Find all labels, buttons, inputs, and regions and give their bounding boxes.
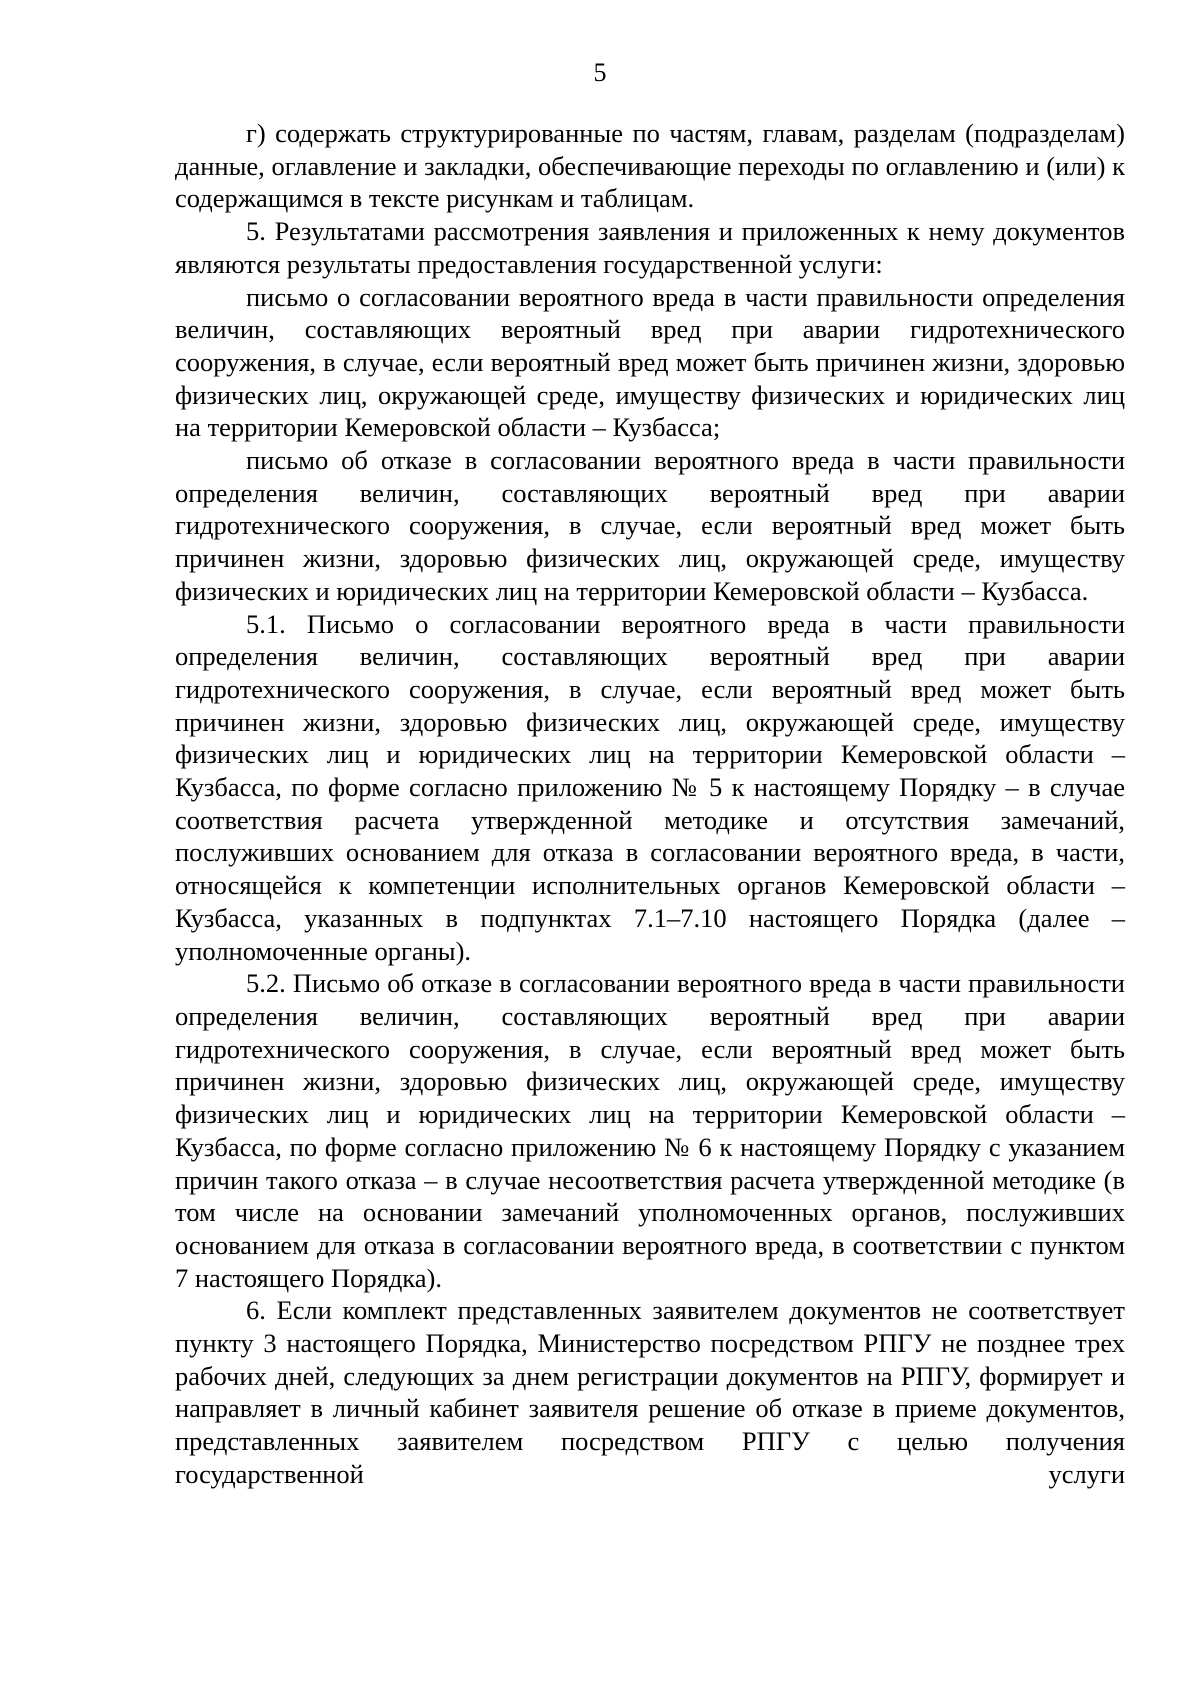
page-number: 5 (593, 58, 607, 87)
paragraph-approval-letter: письмо о согласовании вероятного вреда в части правильности определения величин, составляющих вероятный вред при аварии гидротехнического сооружения, в случае, если вероятный вред может быть причинен жизни, здоровью физических лиц, окружающей среде, имуществу физических и юридических лиц на территории Кемеровской области – Кузбасса; (175, 281, 1125, 443)
paragraph-item-g: г) содержать структурированные по частям, главам, разделам (подразделам) данные, оглавление и закладки, обеспечивающие переходы по оглавлению и (или) к содержащимся в тексте рисункам и таблицам. (175, 118, 1125, 214)
document-body (175, 117, 1125, 1491)
paragraph-5: 5. Результатами рассмотрения заявления и приложенных к нему документов являются результаты предоставления государственной услуги: (175, 216, 1125, 279)
paragraph-5-2: 5.2. Письмо об отказе в согласовании вероятного вреда в части правильности определения величин, составляющих вероятный вред при аварии гидротехнического сооружения, в случае, если вероятный вред может быть причинен жизни, здоровью физических лиц, окружающей среде, имуществу физических лиц и юридических лиц на территории Кемеровской области – Кузбасса, по форме согласно приложению № 6 к настоящему Порядку с указанием причин такого отказа – в случае несоответствия расчета утвержденной методике (в том числе на основании замечаний уполномоченных органов, послуживших основанием для отказа в согласовании вероятного вреда, в соответствии с пунктом 7 настоящего Порядка). (175, 968, 1125, 1293)
paragraph-refusal-letter: письмо об отказе в согласовании вероятного вреда в части правильности определения величин, составляющих вероятный вред при аварии гидротехнического сооружения, в случае, если вероятный вред может быть причинен жизни, здоровью физических лиц, окружающей среде, имуществу физических и юридических лиц на территории Кемеровской области – Кузбасса. (175, 445, 1125, 606)
paragraph-6: 6. Если комплект представленных заявителем документов не соответствует пункту 3 настоящего Порядка, Министерство посредством РПГУ не позднее трех рабочих дней, следующих за днем регистрации документов на РПГУ, формирует и направляет в личный кабинет заявителя решение об отказе в приеме документов, представленных заявителем посредством РПГУ с целью получения государственной услуги (175, 1295, 1125, 1489)
paragraph-5-1: 5.1. Письмо о согласовании вероятного вреда в части правильности определения величин, составляющих вероятный вред при аварии гидротехнического сооружения, в случае, если вероятный вред может быть причинен жизни, здоровью физических лиц, окружающей среде, имуществу физических лиц и юридических лиц на территории Кемеровской области – Кузбасса, по форме согласно приложению № 5 к настоящему Порядку – в случае соответствия расчета утвержденной методике и отсутствия замечаний, послуживших основанием для отказа в согласовании вероятного вреда, в части, относящейся к компетенции исполнительных органов Кемеровской области – Кузбасса, указанных в подпунктах 7.1–7.10 настоящего Порядка (далее – уполномоченные органы). (175, 608, 1125, 966)
